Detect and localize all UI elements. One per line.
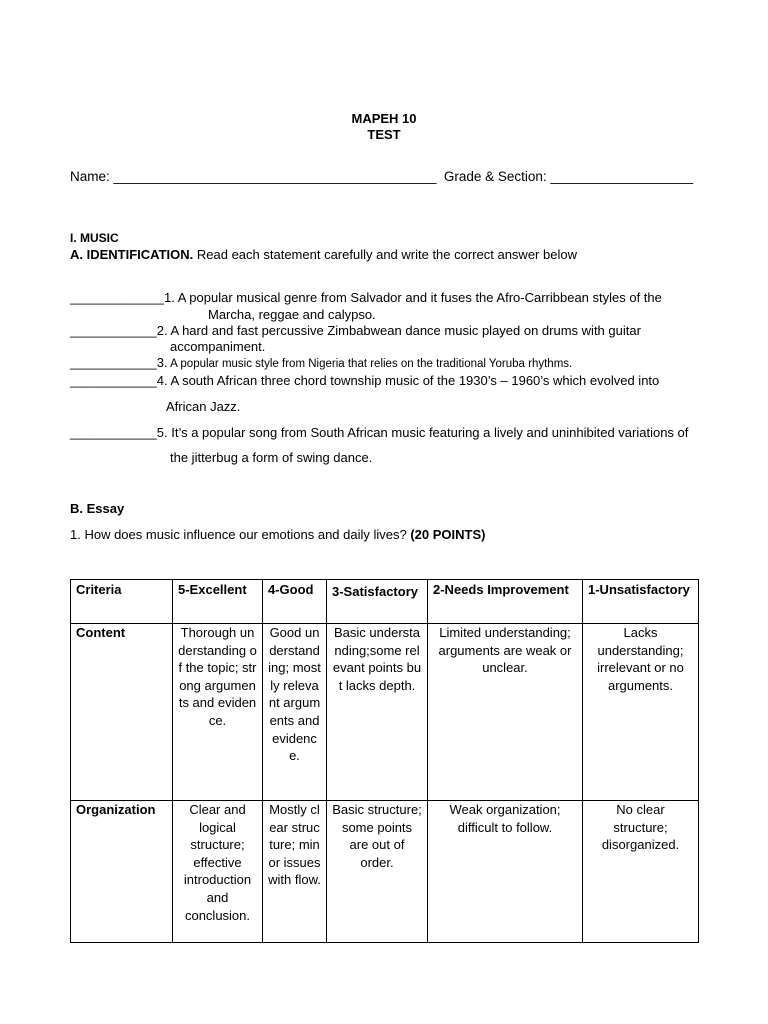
item-text: A hard and fast percussive Zimbabwean dance music played on drums with guitar [167,323,641,338]
identification-item-1-cont: Marcha, reggae and calypso. [208,307,376,322]
essay-points: (20 POINTS) [410,527,486,542]
item-text: A south African three chord township music of the 1930’s – 1960’s which evolved into [167,373,660,388]
identification-item-4-cont: African Jazz. [166,399,241,414]
identification-item-5 [70,425,688,441]
rubric-cell-content-5: Thorough understanding of the topic; strong arguments and evidence. [173,624,263,801]
essay-question [70,527,485,543]
rubric-header-excellent: 5-Excellent [173,580,263,624]
rubric-header-needs-improvement: 2-Needs Improvement [428,580,583,624]
name-label: Name: [70,169,114,184]
rubric-cell-content-3: Basic understanding;some relevant points but lacks depth. [327,624,428,801]
name-blank[interactable]: ___________________________________________ [113,169,437,184]
item-number: 4. [156,373,168,388]
part-a-line [70,247,577,263]
rubric-cell-content-2: Limited understanding; arguments are weak or unclear. [428,624,583,801]
rubric-row-content [71,624,699,801]
essay-heading: B. Essay [70,501,125,516]
rubric-cell-organization-1: No clear structure; disorganized. [583,801,699,943]
essay-rubric-table [70,579,699,943]
grade-section-blank[interactable]: ___________________ [550,169,694,184]
rubric-header-satisfactory: 3-Satisfactory [327,580,428,624]
essay-question-text: 1. How does music influence our emotions and daily lives? [70,527,411,542]
grade-section-label: Grade & Section: [436,169,551,184]
section-music-heading: I. MUSIC [70,231,119,245]
rubric-cell-organization-3: Basic structure; some points are out of order. [327,801,428,943]
rubric-criteria-content: Content [71,624,173,801]
item-number: 1. [164,290,175,305]
identification-item-5-cont: the jitterbug a form of swing dance. [170,450,373,465]
item-text: A popular music style from Nigeria that relies on the traditional Yoruba rhythms. [167,358,573,370]
rubric-cell-organization-5: Clear and logical structure; effective introduction and conclusion. [173,801,263,943]
rubric-header-criteria: Criteria [71,580,173,624]
answer-blank[interactable]: ____________ [70,425,157,440]
test-title-type: TEST [367,127,401,142]
part-a-label: A. IDENTIFICATION. [70,247,194,262]
rubric-header-good: 4-Good [263,580,327,624]
answer-blank[interactable]: ____________ [70,355,157,370]
rubric-header-row [71,580,699,624]
identification-item-2 [70,323,641,339]
item-number: 5. [156,425,168,440]
item-text: It’s a popular song from South African music featuring a lively and uninhibited variations of [167,425,689,440]
answer-blank[interactable]: ____________ [70,323,157,338]
identification-item-3 [70,355,572,372]
identification-item-2-cont: accompaniment. [170,339,266,354]
rubric-cell-content-1: Lacks understanding; irrelevant or no arguments. [583,624,699,801]
rubric-cell-organization-2: Weak organization; difficult to follow. [428,801,583,943]
part-a-instruction: Read each statement carefully and write the correct answer below [193,247,577,262]
rubric-cell-organization-4: Mostly clear structure; minor issues with flow. [263,801,327,943]
rubric-header-unsatisfactory: 1-Unsatisfactory [583,580,699,624]
rubric-cell-content-4: Good understanding; mostly relevant arguments and evidence. [263,624,327,801]
identification-item-4 [70,373,659,389]
answer-blank[interactable]: ____________ [70,373,157,388]
item-number: 3. [156,355,168,370]
rubric-row-organization [71,801,699,943]
answer-blank[interactable]: _____________ [70,290,164,305]
rubric-criteria-organization: Organization [71,801,173,943]
item-number: 2. [156,323,168,338]
student-info-line [70,169,693,185]
test-title-subject: MAPEH 10 [351,111,417,126]
identification-item-1 [70,290,662,306]
item-text: A popular musical genre from Salvador and it fuses the Afro-Carribbean styles of the [174,290,662,305]
